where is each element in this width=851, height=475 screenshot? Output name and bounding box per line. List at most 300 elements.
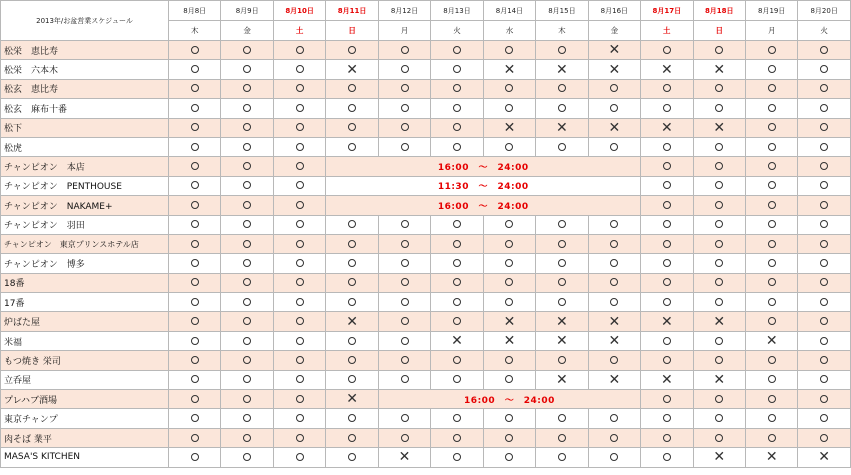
circle-icon	[348, 220, 356, 228]
circle-icon	[401, 375, 409, 383]
cross-icon: ✕	[346, 61, 358, 78]
circle-icon	[453, 46, 461, 54]
store-name: チャンピオン NAKAME+	[1, 196, 169, 215]
table-row	[1, 409, 851, 428]
open-mark	[483, 293, 535, 312]
open-mark	[693, 254, 745, 273]
circle-icon	[296, 46, 304, 54]
open-mark	[641, 137, 693, 156]
circle-icon	[453, 220, 461, 228]
circle-icon	[296, 162, 304, 170]
circle-icon	[243, 65, 251, 73]
circle-icon	[768, 298, 776, 306]
closed-mark	[483, 60, 535, 79]
circle-icon	[348, 240, 356, 248]
cross-icon: ✕	[503, 61, 516, 78]
open-mark	[221, 409, 273, 428]
circle-icon	[296, 84, 304, 92]
date-header: 8月19日	[745, 1, 797, 21]
circle-icon	[296, 375, 304, 383]
circle-icon	[610, 84, 618, 92]
store-name: チャンピオン PENTHOUSE	[1, 176, 169, 195]
circle-icon	[243, 259, 251, 267]
open-mark	[693, 215, 745, 234]
open-mark	[221, 293, 273, 312]
open-mark	[693, 99, 745, 118]
date-header: 8月12日	[378, 1, 430, 21]
circle-icon	[191, 46, 199, 54]
closed-mark	[693, 370, 745, 389]
circle-icon	[820, 240, 828, 248]
open-mark	[431, 409, 483, 428]
circle-icon	[296, 201, 304, 209]
circle-icon	[663, 259, 671, 267]
circle-icon	[663, 356, 671, 364]
table-row	[1, 331, 851, 350]
circle-icon	[558, 298, 566, 306]
cross-icon: ✕	[608, 42, 621, 59]
circle-icon	[401, 317, 409, 325]
circle-icon	[505, 356, 513, 364]
cross-icon: ✕	[503, 313, 516, 330]
open-mark	[169, 390, 221, 409]
date-header: 8月15日	[536, 1, 588, 21]
open-mark	[378, 331, 430, 350]
open-mark	[273, 390, 325, 409]
circle-icon	[558, 414, 566, 422]
circle-icon	[453, 453, 461, 461]
circle-icon	[401, 220, 409, 228]
weekday-header: 月	[745, 21, 797, 41]
circle-icon	[715, 259, 723, 267]
circle-icon	[296, 434, 304, 442]
open-mark	[798, 254, 850, 273]
store-name: 炉ばた屋	[1, 312, 169, 331]
cross-icon: ✕	[765, 449, 778, 466]
circle-icon	[663, 84, 671, 92]
open-mark	[798, 196, 850, 215]
open-mark	[273, 215, 325, 234]
circle-icon	[610, 356, 618, 364]
open-mark	[483, 41, 535, 60]
open-mark	[326, 234, 378, 253]
open-mark	[169, 428, 221, 447]
circle-icon	[191, 434, 199, 442]
open-mark	[431, 79, 483, 98]
circle-icon	[715, 84, 723, 92]
hours-note: 11:30 ～ 24:00	[326, 176, 641, 195]
open-mark	[745, 60, 797, 79]
open-mark	[273, 234, 325, 253]
circle-icon	[191, 278, 199, 286]
open-mark	[378, 293, 430, 312]
circle-icon	[453, 104, 461, 112]
open-mark	[745, 312, 797, 331]
open-mark	[169, 293, 221, 312]
open-mark	[431, 312, 483, 331]
circle-icon	[348, 84, 356, 92]
open-mark	[693, 41, 745, 60]
table-row	[1, 118, 851, 137]
circle-icon	[820, 395, 828, 403]
open-mark	[641, 428, 693, 447]
open-mark	[483, 99, 535, 118]
open-mark	[169, 254, 221, 273]
open-mark	[221, 351, 273, 370]
cross-icon: ✕	[660, 119, 673, 136]
table-row	[1, 273, 851, 292]
open-mark	[588, 351, 640, 370]
weekday-header: 月	[378, 21, 430, 41]
closed-mark	[536, 370, 588, 389]
circle-icon	[768, 259, 776, 267]
open-mark	[745, 137, 797, 156]
open-mark	[588, 428, 640, 447]
open-mark	[693, 331, 745, 350]
circle-icon	[191, 162, 199, 170]
open-mark	[273, 428, 325, 447]
open-mark	[641, 41, 693, 60]
circle-icon	[243, 356, 251, 364]
circle-icon	[768, 162, 776, 170]
circle-icon	[401, 240, 409, 248]
circle-icon	[453, 298, 461, 306]
open-mark	[273, 273, 325, 292]
open-mark	[745, 215, 797, 234]
open-mark	[221, 234, 273, 253]
closed-mark	[588, 118, 640, 137]
circle-icon	[296, 259, 304, 267]
weekday-header: 日	[326, 21, 378, 41]
circle-icon	[663, 278, 671, 286]
open-mark	[536, 137, 588, 156]
open-mark	[536, 409, 588, 428]
circle-icon	[768, 240, 776, 248]
open-mark	[221, 118, 273, 137]
table-row	[1, 79, 851, 98]
open-mark	[378, 60, 430, 79]
open-mark	[169, 448, 221, 467]
circle-icon	[558, 278, 566, 286]
open-mark	[536, 448, 588, 467]
closed-mark	[326, 60, 378, 79]
open-mark	[221, 448, 273, 467]
open-mark	[326, 118, 378, 137]
table-row	[1, 428, 851, 447]
cross-icon: ✕	[608, 61, 621, 78]
circle-icon	[296, 123, 304, 131]
open-mark	[169, 118, 221, 137]
circle-icon	[401, 143, 409, 151]
circle-icon	[191, 453, 199, 461]
open-mark	[431, 137, 483, 156]
circle-icon	[505, 434, 513, 442]
open-mark	[326, 293, 378, 312]
open-mark	[798, 215, 850, 234]
closed-mark	[536, 118, 588, 137]
closed-mark	[588, 370, 640, 389]
closed-mark	[641, 370, 693, 389]
open-mark	[378, 370, 430, 389]
open-mark	[378, 273, 430, 292]
circle-icon	[768, 375, 776, 383]
circle-icon	[715, 337, 723, 345]
circle-icon	[243, 201, 251, 209]
circle-icon	[401, 414, 409, 422]
table-row	[1, 60, 851, 79]
open-mark	[693, 273, 745, 292]
circle-icon	[820, 414, 828, 422]
date-header: 8月16日	[588, 1, 640, 21]
circle-icon	[558, 356, 566, 364]
open-mark	[536, 254, 588, 273]
table-row	[1, 157, 851, 176]
open-mark	[169, 273, 221, 292]
cross-icon: ✕	[660, 313, 673, 330]
open-mark	[221, 428, 273, 447]
open-mark	[641, 234, 693, 253]
circle-icon	[715, 414, 723, 422]
open-mark	[483, 215, 535, 234]
open-mark	[536, 273, 588, 292]
circle-icon	[820, 104, 828, 112]
circle-icon	[558, 434, 566, 442]
date-header: 8月13日	[431, 1, 483, 21]
circle-icon	[715, 220, 723, 228]
open-mark	[798, 428, 850, 447]
open-mark	[169, 60, 221, 79]
circle-icon	[453, 414, 461, 422]
open-mark	[431, 428, 483, 447]
circle-icon	[453, 123, 461, 131]
open-mark	[641, 331, 693, 350]
table-row	[1, 351, 851, 370]
store-name: 18番	[1, 273, 169, 292]
open-mark	[641, 351, 693, 370]
circle-icon	[558, 220, 566, 228]
open-mark	[169, 370, 221, 389]
open-mark	[221, 390, 273, 409]
circle-icon	[296, 317, 304, 325]
open-mark	[483, 370, 535, 389]
open-mark	[431, 273, 483, 292]
cross-icon: ✕	[660, 61, 673, 78]
store-name: もつ焼き 栄司	[1, 351, 169, 370]
circle-icon	[243, 317, 251, 325]
circle-icon	[243, 181, 251, 189]
circle-icon	[401, 65, 409, 73]
closed-mark	[641, 60, 693, 79]
store-name: 17番	[1, 293, 169, 312]
circle-icon	[348, 104, 356, 112]
table-row	[1, 234, 851, 253]
cross-icon: ✕	[556, 61, 568, 78]
open-mark	[273, 293, 325, 312]
open-mark	[326, 41, 378, 60]
open-mark	[483, 79, 535, 98]
circle-icon	[558, 84, 566, 92]
open-mark	[641, 293, 693, 312]
open-mark	[169, 234, 221, 253]
circle-icon	[243, 278, 251, 286]
open-mark	[378, 118, 430, 137]
circle-icon	[505, 46, 513, 54]
circle-icon	[191, 317, 199, 325]
circle-icon	[243, 46, 251, 54]
circle-icon	[768, 395, 776, 403]
open-mark	[536, 215, 588, 234]
closed-mark	[378, 448, 430, 467]
date-header: 8月8日	[169, 1, 221, 21]
circle-icon	[505, 84, 513, 92]
cross-icon: ✕	[451, 333, 463, 350]
open-mark	[641, 254, 693, 273]
table-row	[1, 293, 851, 312]
cross-icon: ✕	[660, 371, 673, 388]
circle-icon	[401, 337, 409, 345]
open-mark	[798, 370, 850, 389]
closed-mark	[588, 312, 640, 331]
circle-icon	[663, 434, 671, 442]
open-mark	[536, 234, 588, 253]
circle-icon	[715, 162, 723, 170]
circle-icon	[768, 414, 776, 422]
circle-icon	[453, 375, 461, 383]
open-mark	[536, 99, 588, 118]
open-mark	[169, 196, 221, 215]
closed-mark	[693, 60, 745, 79]
open-mark	[273, 60, 325, 79]
open-mark	[326, 428, 378, 447]
circle-icon	[715, 181, 723, 189]
circle-icon	[296, 220, 304, 228]
weekday-header: 金	[588, 21, 640, 41]
open-mark	[169, 176, 221, 195]
open-mark	[588, 234, 640, 253]
open-mark	[221, 41, 273, 60]
table-row	[1, 254, 851, 273]
circle-icon	[715, 240, 723, 248]
open-mark	[431, 351, 483, 370]
weekday-header: 火	[798, 21, 850, 41]
open-mark	[693, 234, 745, 253]
open-mark	[326, 254, 378, 273]
circle-icon	[453, 317, 461, 325]
open-mark	[273, 137, 325, 156]
date-header: 8月9日	[221, 1, 273, 21]
open-mark	[483, 428, 535, 447]
closed-mark	[693, 448, 745, 467]
circle-icon	[348, 434, 356, 442]
circle-icon	[296, 395, 304, 403]
open-mark	[221, 60, 273, 79]
circle-icon	[243, 395, 251, 403]
open-mark	[273, 448, 325, 467]
open-mark	[798, 409, 850, 428]
open-mark	[326, 79, 378, 98]
circle-icon	[296, 278, 304, 286]
circle-icon	[191, 240, 199, 248]
circle-icon	[715, 46, 723, 54]
date-header: 8月18日	[693, 1, 745, 21]
circle-icon	[820, 434, 828, 442]
open-mark	[798, 157, 850, 176]
open-mark	[588, 79, 640, 98]
circle-icon	[453, 143, 461, 151]
circle-icon	[820, 123, 828, 131]
open-mark	[431, 99, 483, 118]
store-name: 松下	[1, 118, 169, 137]
circle-icon	[558, 453, 566, 461]
open-mark	[273, 157, 325, 176]
circle-icon	[348, 414, 356, 422]
closed-mark	[536, 60, 588, 79]
circle-icon	[610, 414, 618, 422]
closed-mark	[588, 331, 640, 350]
cross-icon: ✕	[346, 391, 358, 408]
closed-mark	[431, 331, 483, 350]
closed-mark	[536, 331, 588, 350]
circle-icon	[820, 259, 828, 267]
circle-icon	[663, 337, 671, 345]
store-name: MASA'S KITCHEN	[1, 448, 169, 467]
open-mark	[693, 79, 745, 98]
circle-icon	[243, 104, 251, 112]
date-header: 8月10日	[273, 1, 325, 21]
circle-icon	[820, 278, 828, 286]
weekday-header: 木	[169, 21, 221, 41]
closed-mark	[588, 41, 640, 60]
open-mark	[221, 254, 273, 273]
open-mark	[221, 79, 273, 98]
open-mark	[169, 99, 221, 118]
closed-mark	[798, 448, 850, 467]
open-mark	[745, 370, 797, 389]
weekday-header: 水	[483, 21, 535, 41]
open-mark	[536, 41, 588, 60]
open-mark	[221, 331, 273, 350]
open-mark	[693, 390, 745, 409]
circle-icon	[191, 259, 199, 267]
circle-icon	[663, 298, 671, 306]
open-mark	[326, 215, 378, 234]
open-mark	[221, 99, 273, 118]
circle-icon	[296, 143, 304, 151]
circle-icon	[820, 162, 828, 170]
closed-mark	[483, 312, 535, 331]
open-mark	[798, 312, 850, 331]
circle-icon	[453, 84, 461, 92]
cross-icon: ✕	[818, 449, 831, 466]
open-mark	[798, 60, 850, 79]
circle-icon	[348, 123, 356, 131]
circle-icon	[768, 143, 776, 151]
circle-icon	[191, 298, 199, 306]
circle-icon	[191, 414, 199, 422]
circle-icon	[820, 220, 828, 228]
weekday-header: 土	[641, 21, 693, 41]
open-mark	[588, 137, 640, 156]
circle-icon	[610, 434, 618, 442]
open-mark	[798, 41, 850, 60]
circle-icon	[401, 46, 409, 54]
circle-icon	[348, 337, 356, 345]
circle-icon	[401, 356, 409, 364]
open-mark	[378, 254, 430, 273]
circle-icon	[505, 453, 513, 461]
open-mark	[378, 99, 430, 118]
circle-icon	[558, 143, 566, 151]
